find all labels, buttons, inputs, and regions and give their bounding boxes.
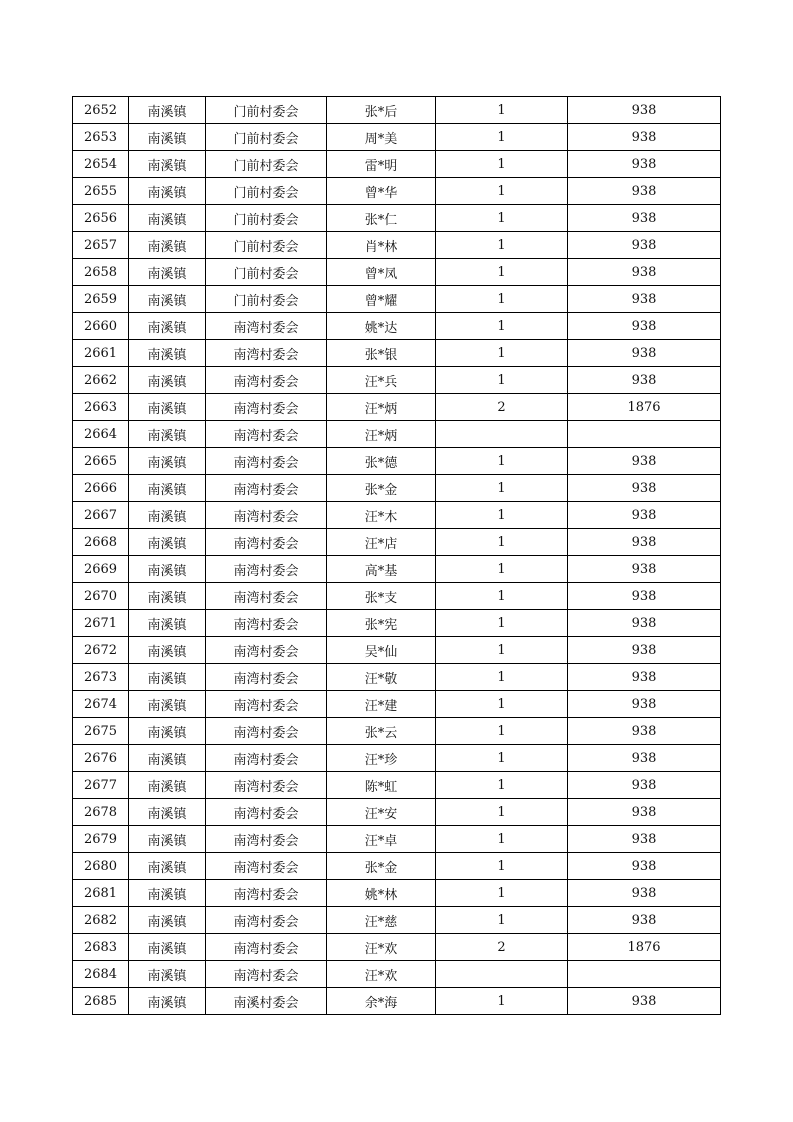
count-cell: 1: [436, 313, 568, 340]
village-committee-cell: 门前村委会: [206, 259, 327, 286]
count-cell: 1: [436, 124, 568, 151]
village-committee-cell: 南湾村委会: [206, 799, 327, 826]
person-name-cell: 张*金: [327, 853, 436, 880]
village-committee-cell: 南湾村委会: [206, 826, 327, 853]
person-name-cell: 汪*安: [327, 799, 436, 826]
village-committee-cell: 门前村委会: [206, 286, 327, 313]
amount-cell: 938: [568, 610, 721, 637]
row-number-cell: 2680: [73, 853, 129, 880]
person-name-cell: 汪*店: [327, 529, 436, 556]
table-row: [73, 259, 721, 286]
village-committee-cell: 南湾村委会: [206, 583, 327, 610]
count-cell: 1: [436, 178, 568, 205]
table-row: [73, 421, 721, 448]
table-row: [73, 583, 721, 610]
town-cell: 南溪镇: [129, 934, 206, 961]
count-cell: 1: [436, 988, 568, 1015]
count-cell: 1: [436, 718, 568, 745]
table-row: [73, 718, 721, 745]
person-name-cell: 汪*欢: [327, 961, 436, 988]
table-row: [73, 988, 721, 1015]
person-name-cell: 姚*林: [327, 880, 436, 907]
row-number-cell: 2666: [73, 475, 129, 502]
count-cell: 1: [436, 556, 568, 583]
village-committee-cell: 南湾村委会: [206, 637, 327, 664]
amount-cell: 938: [568, 205, 721, 232]
row-number-cell: 2665: [73, 448, 129, 475]
town-cell: 南溪镇: [129, 772, 206, 799]
row-number-cell: 2684: [73, 961, 129, 988]
row-number-cell: 2661: [73, 340, 129, 367]
village-committee-cell: 南湾村委会: [206, 340, 327, 367]
amount-cell: 938: [568, 826, 721, 853]
village-committee-cell: 南湾村委会: [206, 691, 327, 718]
count-cell: 1: [436, 907, 568, 934]
town-cell: 南溪镇: [129, 367, 206, 394]
village-committee-cell: 南湾村委会: [206, 880, 327, 907]
row-number-cell: 2653: [73, 124, 129, 151]
records-table: [72, 96, 721, 1015]
amount-cell: [568, 961, 721, 988]
person-name-cell: 曾*耀: [327, 286, 436, 313]
count-cell: 1: [436, 880, 568, 907]
table-row: [73, 691, 721, 718]
amount-cell: 938: [568, 367, 721, 394]
count-cell: 2: [436, 394, 568, 421]
amount-cell: 938: [568, 637, 721, 664]
town-cell: 南溪镇: [129, 799, 206, 826]
person-name-cell: 张*支: [327, 583, 436, 610]
town-cell: 南溪镇: [129, 97, 206, 124]
count-cell: 1: [436, 664, 568, 691]
count-cell: 1: [436, 502, 568, 529]
count-cell: 1: [436, 259, 568, 286]
amount-cell: 938: [568, 232, 721, 259]
town-cell: 南溪镇: [129, 745, 206, 772]
town-cell: 南溪镇: [129, 286, 206, 313]
row-number-cell: 2668: [73, 529, 129, 556]
count-cell: 1: [436, 232, 568, 259]
town-cell: 南溪镇: [129, 259, 206, 286]
person-name-cell: 张*金: [327, 475, 436, 502]
village-committee-cell: 门前村委会: [206, 232, 327, 259]
town-cell: 南溪镇: [129, 178, 206, 205]
town-cell: 南溪镇: [129, 610, 206, 637]
person-name-cell: 张*银: [327, 340, 436, 367]
row-number-cell: 2685: [73, 988, 129, 1015]
row-number-cell: 2676: [73, 745, 129, 772]
row-number-cell: 2678: [73, 799, 129, 826]
town-cell: 南溪镇: [129, 907, 206, 934]
amount-cell: 938: [568, 988, 721, 1015]
amount-cell: 938: [568, 556, 721, 583]
table-row: [73, 610, 721, 637]
row-number-cell: 2672: [73, 637, 129, 664]
row-number-cell: 2671: [73, 610, 129, 637]
count-cell: 1: [436, 97, 568, 124]
village-committee-cell: 南湾村委会: [206, 853, 327, 880]
count-cell: 1: [436, 340, 568, 367]
count-cell: 1: [436, 772, 568, 799]
town-cell: 南溪镇: [129, 664, 206, 691]
person-name-cell: 汪*炳: [327, 421, 436, 448]
person-name-cell: 曾*凤: [327, 259, 436, 286]
count-cell: 1: [436, 637, 568, 664]
town-cell: 南溪镇: [129, 880, 206, 907]
count-cell: 1: [436, 610, 568, 637]
amount-cell: 938: [568, 745, 721, 772]
amount-cell: 938: [568, 880, 721, 907]
town-cell: 南溪镇: [129, 232, 206, 259]
village-committee-cell: 南湾村委会: [206, 610, 327, 637]
amount-cell: 938: [568, 718, 721, 745]
town-cell: 南溪镇: [129, 637, 206, 664]
table-row: [73, 637, 721, 664]
amount-cell: 938: [568, 664, 721, 691]
count-cell: 1: [436, 529, 568, 556]
village-committee-cell: 南湾村委会: [206, 718, 327, 745]
amount-cell: 938: [568, 97, 721, 124]
count-cell: [436, 961, 568, 988]
village-committee-cell: 南湾村委会: [206, 421, 327, 448]
table-row: [73, 394, 721, 421]
count-cell: 1: [436, 367, 568, 394]
row-number-cell: 2663: [73, 394, 129, 421]
person-name-cell: 张*德: [327, 448, 436, 475]
table-row: [73, 286, 721, 313]
table-row: [73, 178, 721, 205]
table-row: [73, 664, 721, 691]
count-cell: 1: [436, 475, 568, 502]
person-name-cell: 高*基: [327, 556, 436, 583]
row-number-cell: 2679: [73, 826, 129, 853]
person-name-cell: 张*后: [327, 97, 436, 124]
row-number-cell: 2657: [73, 232, 129, 259]
table-row: [73, 232, 721, 259]
amount-cell: 938: [568, 178, 721, 205]
person-name-cell: 张*云: [327, 718, 436, 745]
count-cell: 1: [436, 745, 568, 772]
table-row: [73, 340, 721, 367]
amount-cell: 938: [568, 583, 721, 610]
town-cell: 南溪镇: [129, 475, 206, 502]
amount-cell: 938: [568, 772, 721, 799]
person-name-cell: 汪*兵: [327, 367, 436, 394]
amount-cell: 938: [568, 313, 721, 340]
village-committee-cell: 南湾村委会: [206, 367, 327, 394]
count-cell: [436, 421, 568, 448]
row-number-cell: 2677: [73, 772, 129, 799]
row-number-cell: 2667: [73, 502, 129, 529]
table-row: [73, 151, 721, 178]
row-number-cell: 2654: [73, 151, 129, 178]
count-cell: 1: [436, 151, 568, 178]
row-number-cell: 2659: [73, 286, 129, 313]
person-name-cell: 吴*仙: [327, 637, 436, 664]
village-committee-cell: 南湾村委会: [206, 502, 327, 529]
person-name-cell: 曾*华: [327, 178, 436, 205]
town-cell: 南溪镇: [129, 205, 206, 232]
table-row: [73, 529, 721, 556]
table-row: [73, 799, 721, 826]
person-name-cell: 汪*慈: [327, 907, 436, 934]
person-name-cell: 肖*林: [327, 232, 436, 259]
count-cell: 1: [436, 286, 568, 313]
table-row: [73, 448, 721, 475]
amount-cell: 938: [568, 151, 721, 178]
village-committee-cell: 门前村委会: [206, 178, 327, 205]
row-number-cell: 2681: [73, 880, 129, 907]
amount-cell: 938: [568, 259, 721, 286]
amount-cell: 938: [568, 502, 721, 529]
town-cell: 南溪镇: [129, 151, 206, 178]
table-row: [73, 97, 721, 124]
town-cell: 南溪镇: [129, 718, 206, 745]
town-cell: 南溪镇: [129, 448, 206, 475]
count-cell: 2: [436, 934, 568, 961]
table-row: [73, 934, 721, 961]
amount-cell: 938: [568, 124, 721, 151]
count-cell: 1: [436, 799, 568, 826]
amount-cell: 938: [568, 286, 721, 313]
amount-cell: [568, 421, 721, 448]
town-cell: 南溪镇: [129, 988, 206, 1015]
village-committee-cell: 门前村委会: [206, 124, 327, 151]
village-committee-cell: 门前村委会: [206, 97, 327, 124]
person-name-cell: 余*海: [327, 988, 436, 1015]
person-name-cell: 汪*卓: [327, 826, 436, 853]
amount-cell: 938: [568, 340, 721, 367]
person-name-cell: 雷*明: [327, 151, 436, 178]
village-committee-cell: 南湾村委会: [206, 907, 327, 934]
town-cell: 南溪镇: [129, 961, 206, 988]
count-cell: 1: [436, 853, 568, 880]
person-name-cell: 汪*敬: [327, 664, 436, 691]
town-cell: 南溪镇: [129, 340, 206, 367]
town-cell: 南溪镇: [129, 853, 206, 880]
amount-cell: 938: [568, 853, 721, 880]
table-row: [73, 124, 721, 151]
town-cell: 南溪镇: [129, 583, 206, 610]
count-cell: 1: [436, 583, 568, 610]
row-number-cell: 2664: [73, 421, 129, 448]
village-committee-cell: 南湾村委会: [206, 745, 327, 772]
row-number-cell: 2673: [73, 664, 129, 691]
row-number-cell: 2655: [73, 178, 129, 205]
town-cell: 南溪镇: [129, 556, 206, 583]
row-number-cell: 2669: [73, 556, 129, 583]
person-name-cell: 汪*欢: [327, 934, 436, 961]
row-number-cell: 2682: [73, 907, 129, 934]
row-number-cell: 2662: [73, 367, 129, 394]
records-table-body: [73, 97, 721, 1015]
table-row: [73, 556, 721, 583]
village-committee-cell: 南湾村委会: [206, 772, 327, 799]
table-row: [73, 880, 721, 907]
person-name-cell: 姚*达: [327, 313, 436, 340]
village-committee-cell: 南湾村委会: [206, 664, 327, 691]
town-cell: 南溪镇: [129, 394, 206, 421]
village-committee-cell: 南湾村委会: [206, 394, 327, 421]
person-name-cell: 陈*虹: [327, 772, 436, 799]
row-number-cell: 2675: [73, 718, 129, 745]
row-number-cell: 2674: [73, 691, 129, 718]
row-number-cell: 2660: [73, 313, 129, 340]
table-row: [73, 853, 721, 880]
table-row: [73, 367, 721, 394]
row-number-cell: 2656: [73, 205, 129, 232]
person-name-cell: 张*宪: [327, 610, 436, 637]
village-committee-cell: 门前村委会: [206, 151, 327, 178]
amount-cell: 1876: [568, 394, 721, 421]
village-committee-cell: 南湾村委会: [206, 934, 327, 961]
row-number-cell: 2683: [73, 934, 129, 961]
row-number-cell: 2652: [73, 97, 129, 124]
count-cell: 1: [436, 205, 568, 232]
person-name-cell: 汪*炳: [327, 394, 436, 421]
amount-cell: 938: [568, 448, 721, 475]
town-cell: 南溪镇: [129, 502, 206, 529]
count-cell: 1: [436, 826, 568, 853]
town-cell: 南溪镇: [129, 124, 206, 151]
village-committee-cell: 南湾村委会: [206, 448, 327, 475]
person-name-cell: 汪*珍: [327, 745, 436, 772]
table-row: [73, 313, 721, 340]
village-committee-cell: 南湾村委会: [206, 475, 327, 502]
village-committee-cell: 南湾村委会: [206, 556, 327, 583]
row-number-cell: 2670: [73, 583, 129, 610]
town-cell: 南溪镇: [129, 529, 206, 556]
village-committee-cell: 南湾村委会: [206, 313, 327, 340]
village-committee-cell: 门前村委会: [206, 205, 327, 232]
table-row: [73, 772, 721, 799]
table-row: [73, 961, 721, 988]
amount-cell: 938: [568, 475, 721, 502]
table-row: [73, 502, 721, 529]
village-committee-cell: 南湾村委会: [206, 529, 327, 556]
person-name-cell: 张*仁: [327, 205, 436, 232]
amount-cell: 938: [568, 907, 721, 934]
village-committee-cell: 南溪村委会: [206, 988, 327, 1015]
person-name-cell: 汪*建: [327, 691, 436, 718]
count-cell: 1: [436, 448, 568, 475]
person-name-cell: 周*美: [327, 124, 436, 151]
table-row: [73, 826, 721, 853]
town-cell: 南溪镇: [129, 313, 206, 340]
amount-cell: 938: [568, 799, 721, 826]
table-row: [73, 907, 721, 934]
town-cell: 南溪镇: [129, 421, 206, 448]
person-name-cell: 汪*木: [327, 502, 436, 529]
amount-cell: 938: [568, 691, 721, 718]
table-row: [73, 745, 721, 772]
table-row: [73, 475, 721, 502]
amount-cell: 1876: [568, 934, 721, 961]
village-committee-cell: 南湾村委会: [206, 961, 327, 988]
table-row: [73, 205, 721, 232]
amount-cell: 938: [568, 529, 721, 556]
town-cell: 南溪镇: [129, 826, 206, 853]
row-number-cell: 2658: [73, 259, 129, 286]
town-cell: 南溪镇: [129, 691, 206, 718]
count-cell: 1: [436, 691, 568, 718]
